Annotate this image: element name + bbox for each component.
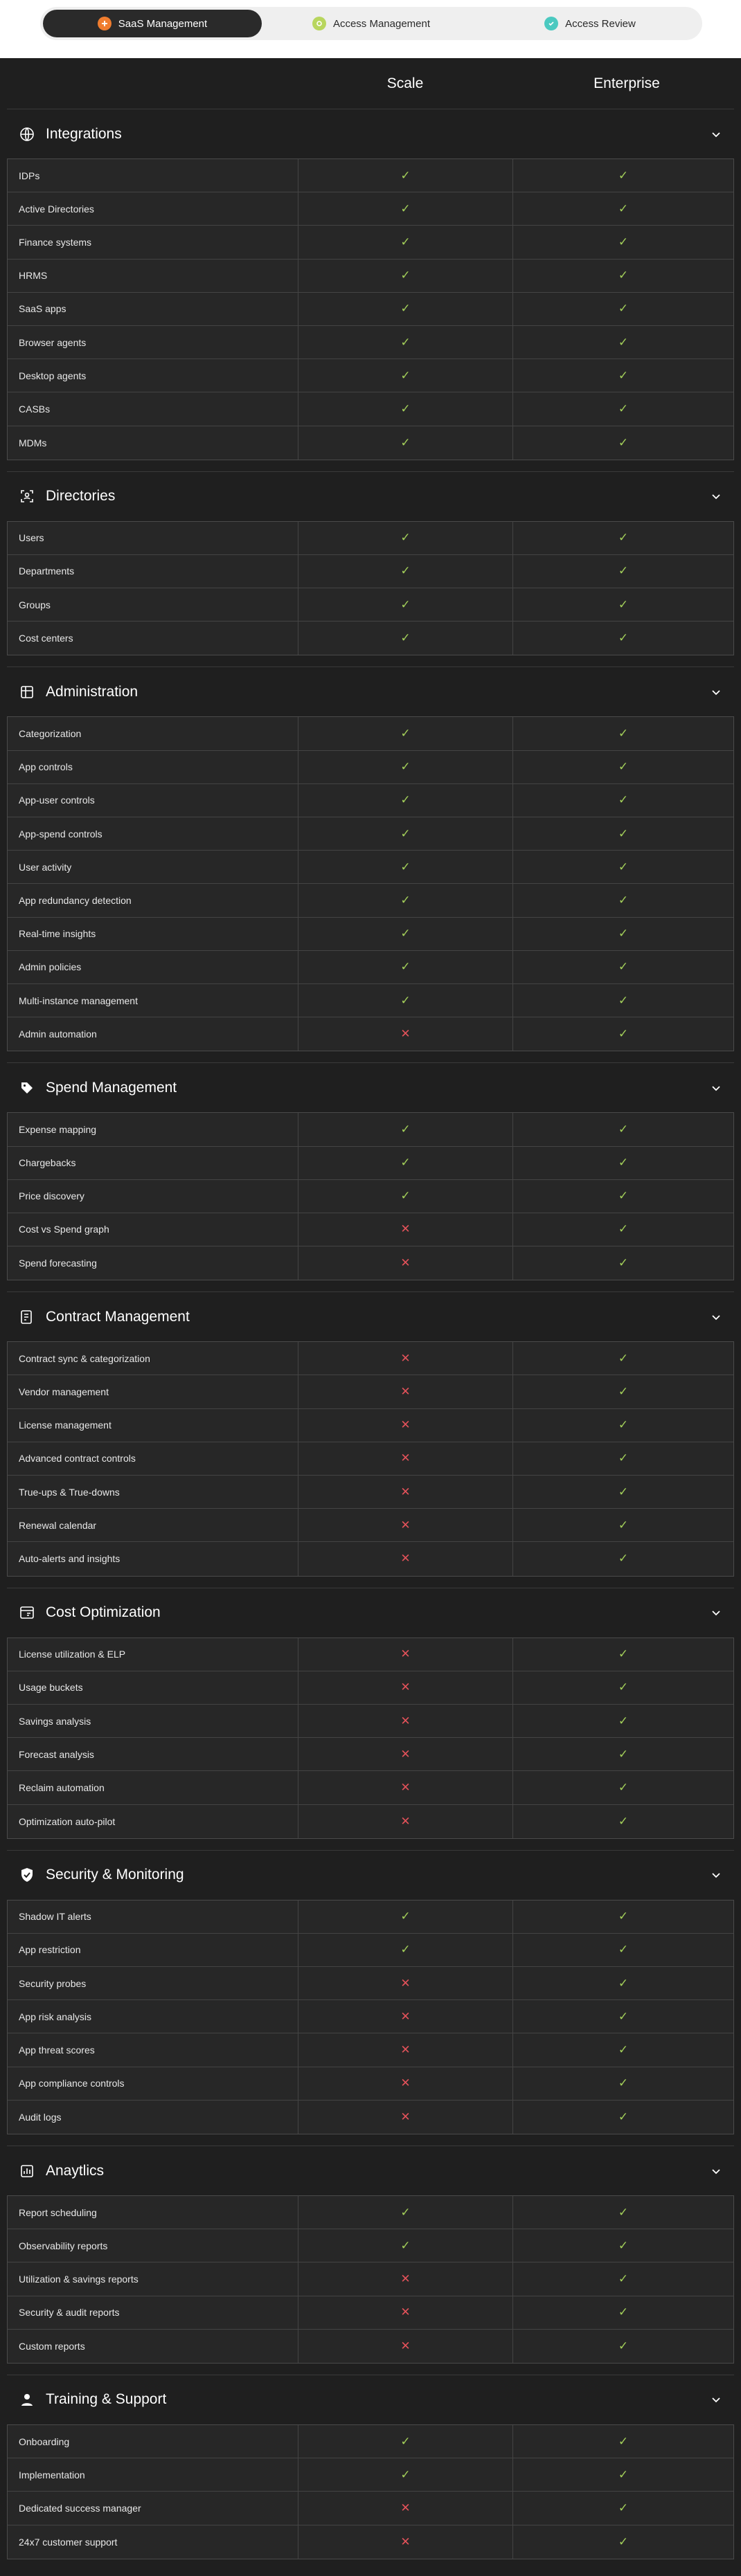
chevron-down-icon[interactable] <box>708 2391 724 2408</box>
table-row <box>8 1638 733 1671</box>
tab-label: Access Review <box>565 17 636 30</box>
check-icon: ✓ <box>298 555 513 588</box>
plan-scale: Scale <box>386 75 424 91</box>
cross-icon: ✕ <box>298 1805 513 1838</box>
check-icon: ✓ <box>298 159 513 192</box>
table-row <box>8 717 733 750</box>
check-icon: ✓ <box>618 2339 629 2352</box>
table-row <box>8 1342 733 1375</box>
table-row <box>8 2196 733 2229</box>
check-icon: ✓ <box>618 269 629 282</box>
plan-enterprise: Enterprise <box>593 75 660 91</box>
section-header[interactable] <box>7 2375 734 2424</box>
chevron-down-icon[interactable] <box>708 2163 724 2179</box>
table-row <box>8 2296 733 2330</box>
check-icon: ✓ <box>618 2205 629 2219</box>
check-icon: ✓ <box>618 1485 629 1498</box>
feature-name: Contract sync & categorization <box>8 1342 298 1375</box>
cross-icon: ✕ <box>298 1738 513 1770</box>
feature-name: Dedicated success manager <box>8 2492 298 2524</box>
check-icon: ✓ <box>618 2467 629 2481</box>
check-icon: ✓ <box>618 631 629 645</box>
chevron-down-icon[interactable] <box>708 126 724 143</box>
feature-name: Savings analysis <box>8 1705 298 1737</box>
feature-name: App threat scores <box>8 2033 298 2066</box>
cross-icon: ✕ <box>298 1246 513 1280</box>
table-row <box>8 1671 733 1705</box>
table-row <box>8 2000 733 2033</box>
table-row <box>8 1901 733 1934</box>
section-directories <box>7 471 734 656</box>
feature-name: Report scheduling <box>8 2196 298 2229</box>
feature-name: Optimization auto-pilot <box>8 1805 298 1838</box>
section-header[interactable] <box>7 2146 734 2195</box>
check-icon: ✓ <box>618 860 629 873</box>
table-row <box>8 851 733 884</box>
feature-name: Groups <box>8 588 298 621</box>
shield-icon <box>18 1866 36 1884</box>
cross-icon: ✕ <box>298 1476 513 1508</box>
cross-icon: ✕ <box>298 1213 513 1246</box>
table-row <box>8 192 733 226</box>
table-row <box>8 1967 733 2000</box>
table-row <box>8 588 733 622</box>
chevron-down-icon[interactable] <box>708 1080 724 1096</box>
check-icon: ✓ <box>298 2229 513 2262</box>
feature-table <box>7 1341 734 1576</box>
cross-icon: ✕ <box>298 1509 513 1541</box>
globe-icon <box>18 125 36 143</box>
check-icon: ✓ <box>298 522 513 554</box>
section-header[interactable] <box>7 471 734 521</box>
table-row <box>8 1476 733 1509</box>
table-row <box>8 159 733 192</box>
check-icon: ✓ <box>298 717 513 750</box>
table-row <box>8 951 733 984</box>
section-security-monitoring <box>7 1850 734 2134</box>
feature-name: Expense mapping <box>8 1113 298 1145</box>
section-title: Security & Monitoring <box>46 1867 184 1883</box>
table-row <box>8 784 733 817</box>
table-row <box>8 884 733 917</box>
check-icon: ✓ <box>618 1714 629 1727</box>
check-icon: ✓ <box>618 302 629 316</box>
plan-header <box>0 58 741 109</box>
table-row <box>8 1542 733 1575</box>
feature-name: Active Directories <box>8 192 298 225</box>
table-row <box>8 918 733 951</box>
table-row <box>8 1213 733 1246</box>
access-icon <box>312 17 326 30</box>
check-icon: ✓ <box>618 2534 629 2548</box>
feature-name: App controls <box>8 751 298 783</box>
feature-table <box>7 1112 734 1280</box>
section-header[interactable] <box>7 1062 734 1112</box>
check-icon: ✓ <box>618 2238 629 2252</box>
cross-icon: ✕ <box>298 1442 513 1475</box>
table-row <box>8 2525 733 2559</box>
section-header[interactable] <box>7 1291 734 1341</box>
feature-table <box>7 1900 734 2134</box>
check-icon: ✓ <box>618 1518 629 1532</box>
table-row <box>8 1180 733 1213</box>
check-icon: ✓ <box>618 1385 629 1399</box>
feature-name: Onboarding <box>8 2425 298 2458</box>
check-icon: ✓ <box>618 401 629 415</box>
check-icon: ✓ <box>298 2425 513 2458</box>
table-row <box>8 1147 733 1180</box>
cross-icon: ✕ <box>298 1671 513 1704</box>
section-spend-management <box>7 1062 734 1280</box>
feature-name: HRMS <box>8 260 298 292</box>
feature-name: Desktop agents <box>8 359 298 392</box>
table-row <box>8 359 733 392</box>
feature-name: Renewal calendar <box>8 1509 298 1541</box>
cross-icon: ✕ <box>298 2067 513 2100</box>
table-row <box>8 622 733 655</box>
table-row <box>8 2425 733 2458</box>
table-row <box>8 1509 733 1542</box>
feature-name: CASBs <box>8 392 298 425</box>
check-icon: ✓ <box>618 2305 629 2319</box>
section-title: Directories <box>46 488 116 505</box>
check-icon: ✓ <box>618 1747 629 1761</box>
check-icon: ✓ <box>298 260 513 292</box>
review-icon <box>544 17 558 30</box>
feature-name: Security & audit reports <box>8 2296 298 2329</box>
check-icon: ✓ <box>618 2501 629 2514</box>
table-row <box>8 392 733 426</box>
table-row <box>8 1771 733 1804</box>
table-row <box>8 1738 733 1771</box>
feature-name: Categorization <box>8 717 298 750</box>
check-icon: ✓ <box>298 426 513 460</box>
check-icon: ✓ <box>618 1189 629 1203</box>
check-icon: ✓ <box>298 817 513 850</box>
check-icon: ✓ <box>618 760 629 774</box>
check-icon: ✓ <box>298 951 513 983</box>
feature-name: Browser agents <box>8 326 298 359</box>
section-header[interactable] <box>7 666 734 716</box>
feature-name: App redundancy detection <box>8 884 298 916</box>
feature-name: Real-time insights <box>8 918 298 950</box>
check-icon: ✓ <box>298 851 513 883</box>
feature-name: Cost centers <box>8 622 298 655</box>
section-header[interactable] <box>7 1850 734 1900</box>
feature-name: 24x7 customer support <box>8 2525 298 2559</box>
chevron-down-icon[interactable] <box>708 1604 724 1621</box>
section-integrations <box>7 109 734 460</box>
check-icon: ✓ <box>618 2043 629 2057</box>
feature-name: IDPs <box>8 159 298 192</box>
feature-name: Users <box>8 522 298 554</box>
tab-label: Access Management <box>332 17 431 30</box>
check-icon: ✓ <box>618 2434 629 2448</box>
table-row <box>8 751 733 784</box>
table-row <box>8 426 733 460</box>
check-icon: ✓ <box>298 2196 513 2229</box>
chevron-down-icon[interactable] <box>708 684 724 700</box>
feature-name: App-spend controls <box>8 817 298 850</box>
contract-icon <box>18 1308 36 1326</box>
feature-name: Custom reports <box>8 2330 298 2363</box>
table-row <box>8 1442 733 1476</box>
tab-saas-management[interactable] <box>43 10 262 37</box>
feature-name: Admin policies <box>8 951 298 983</box>
cross-icon: ✕ <box>298 2525 513 2559</box>
check-icon: ✓ <box>298 751 513 783</box>
check-icon: ✓ <box>618 335 629 349</box>
check-icon: ✓ <box>298 884 513 916</box>
check-icon: ✓ <box>298 1180 513 1213</box>
check-icon: ✓ <box>298 192 513 225</box>
table-row <box>8 817 733 851</box>
feature-name: Usage buckets <box>8 1671 298 1704</box>
feature-name: MDMs <box>8 426 298 460</box>
feature-name: Shadow IT alerts <box>8 1901 298 1933</box>
check-icon: ✓ <box>618 435 629 449</box>
check-icon: ✓ <box>298 226 513 258</box>
check-icon: ✓ <box>618 1943 629 1957</box>
check-icon: ✓ <box>298 359 513 392</box>
section-title: Integrations <box>46 125 122 142</box>
feature-table <box>7 158 734 460</box>
cross-icon: ✕ <box>298 1409 513 1442</box>
section-title: Cost Optimization <box>46 1604 161 1621</box>
check-icon: ✓ <box>618 168 629 182</box>
section-administration <box>7 666 734 1051</box>
table-row <box>8 522 733 555</box>
table-row <box>8 1409 733 1442</box>
cross-icon: ✕ <box>298 1542 513 1575</box>
section-title: Contract Management <box>46 1308 190 1325</box>
check-icon: ✓ <box>298 392 513 425</box>
check-icon: ✓ <box>298 984 513 1017</box>
cross-icon: ✕ <box>298 1342 513 1375</box>
table-row <box>8 984 733 1017</box>
check-icon: ✓ <box>618 1647 629 1661</box>
cross-icon: ✕ <box>298 1771 513 1804</box>
feature-table <box>7 521 734 656</box>
check-icon: ✓ <box>618 993 629 1007</box>
table-row <box>8 326 733 359</box>
window-icon <box>18 1604 36 1622</box>
feature-name: Forecast analysis <box>8 1738 298 1770</box>
feature-name: SaaS apps <box>8 293 298 325</box>
table-row <box>8 555 733 588</box>
check-icon: ✓ <box>618 1351 629 1365</box>
table-row <box>8 1934 733 1967</box>
feature-name: License utilization & ELP <box>8 1638 298 1671</box>
check-icon: ✓ <box>298 293 513 325</box>
grid-icon <box>18 683 36 701</box>
check-icon: ✓ <box>298 784 513 817</box>
section-cost-optimization <box>7 1588 734 1839</box>
table-row <box>8 2101 733 2134</box>
cross-icon: ✕ <box>298 2000 513 2033</box>
check-icon: ✓ <box>618 1156 629 1170</box>
table-row <box>8 2067 733 2101</box>
check-icon: ✓ <box>618 2009 629 2023</box>
check-icon: ✓ <box>618 727 629 741</box>
feature-table <box>7 1638 734 1839</box>
check-icon: ✓ <box>618 564 629 578</box>
feature-name: App compliance controls <box>8 2067 298 2100</box>
table-row <box>8 1246 733 1280</box>
check-icon: ✓ <box>298 1901 513 1933</box>
table-row <box>8 2330 733 2363</box>
feature-name: Implementation <box>8 2458 298 2491</box>
check-icon: ✓ <box>618 1418 629 1432</box>
check-icon: ✓ <box>618 1552 629 1566</box>
saas-icon <box>98 17 111 30</box>
check-icon: ✓ <box>618 927 629 941</box>
check-icon: ✓ <box>618 1680 629 1694</box>
cross-icon: ✕ <box>298 1705 513 1737</box>
feature-name: Security probes <box>8 1967 298 1999</box>
check-icon: ✓ <box>298 1147 513 1179</box>
check-icon: ✓ <box>618 793 629 807</box>
check-icon: ✓ <box>298 622 513 655</box>
section-training-support <box>7 2375 734 2559</box>
feature-name: Reclaim automation <box>8 1771 298 1804</box>
feature-name: Audit logs <box>8 2101 298 2134</box>
table-row <box>8 1705 733 1738</box>
check-icon: ✓ <box>298 588 513 621</box>
table-row <box>8 2262 733 2296</box>
check-icon: ✓ <box>618 1451 629 1465</box>
tab-access-management[interactable] <box>262 10 481 37</box>
cross-icon: ✕ <box>298 2296 513 2329</box>
feature-table <box>7 2424 734 2559</box>
check-icon: ✓ <box>618 1027 629 1041</box>
comparison-table <box>0 58 741 2576</box>
cross-icon: ✕ <box>298 1375 513 1408</box>
table-row <box>8 1113 733 1146</box>
tab-label: SaaS Management <box>118 17 208 30</box>
feature-name: Admin automation <box>8 1017 298 1051</box>
table-row <box>8 1017 733 1051</box>
check-icon: ✓ <box>298 326 513 359</box>
product-tabs <box>40 7 702 40</box>
check-icon: ✓ <box>618 235 629 248</box>
section-title: Spend Management <box>46 1079 177 1096</box>
check-icon: ✓ <box>618 1910 629 1923</box>
table-row <box>8 2458 733 2492</box>
feature-name: App restriction <box>8 1934 298 1966</box>
check-icon: ✓ <box>618 2271 629 2285</box>
feature-name: App-user controls <box>8 784 298 817</box>
feature-name: Chargebacks <box>8 1147 298 1179</box>
feature-name: Spend forecasting <box>8 1246 298 1280</box>
check-icon: ✓ <box>618 368 629 382</box>
feature-name: Finance systems <box>8 226 298 258</box>
feature-name: Cost vs Spend graph <box>8 1213 298 1246</box>
table-row <box>8 2033 733 2067</box>
section-title: Anaytlics <box>46 2162 105 2179</box>
feature-name: License management <box>8 1409 298 1442</box>
check-icon: ✓ <box>618 2110 629 2123</box>
support-icon <box>18 2391 36 2409</box>
check-icon: ✓ <box>618 1976 629 1990</box>
feature-name: Price discovery <box>8 1180 298 1213</box>
chevron-down-icon[interactable] <box>708 1309 724 1325</box>
check-icon: ✓ <box>618 1222 629 1236</box>
check-icon: ✓ <box>618 201 629 215</box>
check-icon: ✓ <box>298 1113 513 1145</box>
check-icon: ✓ <box>618 960 629 974</box>
check-icon: ✓ <box>618 1256 629 1270</box>
feature-name: App risk analysis <box>8 2000 298 2033</box>
cross-icon: ✕ <box>298 2262 513 2295</box>
tag-icon <box>18 1079 36 1097</box>
check-icon: ✓ <box>618 893 629 907</box>
feature-name: Utilization & savings reports <box>8 2262 298 2295</box>
cross-icon: ✕ <box>298 2330 513 2363</box>
analytics-icon <box>18 2162 36 2180</box>
check-icon: ✓ <box>618 826 629 840</box>
top-bar <box>0 0 741 58</box>
check-icon: ✓ <box>618 1780 629 1794</box>
sections <box>0 109 741 2559</box>
chevron-down-icon[interactable] <box>708 488 724 505</box>
cross-icon: ✕ <box>298 2033 513 2066</box>
section-title: Training & Support <box>46 2391 167 2408</box>
check-icon: ✓ <box>618 531 629 545</box>
table-row <box>8 293 733 326</box>
table-row <box>8 2492 733 2525</box>
chevron-down-icon[interactable] <box>708 1867 724 1883</box>
feature-name: True-ups & True-downs <box>8 1476 298 1508</box>
feature-name: Advanced contract controls <box>8 1442 298 1475</box>
check-icon: ✓ <box>618 1814 629 1828</box>
cross-icon: ✕ <box>298 1017 513 1051</box>
check-icon: ✓ <box>618 2076 629 2090</box>
cross-icon: ✕ <box>298 1967 513 1999</box>
feature-name: User activity <box>8 851 298 883</box>
table-row <box>8 1805 733 1838</box>
check-icon: ✓ <box>618 597 629 611</box>
section-title: Administration <box>46 683 139 700</box>
check-icon: ✓ <box>618 1122 629 1136</box>
tab-access-review[interactable] <box>481 10 699 37</box>
feature-name: Auto-alerts and insights <box>8 1542 298 1575</box>
section-anaytlics <box>7 2146 734 2364</box>
check-icon: ✓ <box>298 918 513 950</box>
feature-name: Departments <box>8 555 298 588</box>
check-icon: ✓ <box>298 1934 513 1966</box>
table-row <box>8 1375 733 1408</box>
table-row <box>8 260 733 293</box>
section-header[interactable] <box>7 109 734 158</box>
directory-icon <box>18 487 36 505</box>
feature-table <box>7 716 734 1051</box>
section-header[interactable] <box>7 1588 734 1638</box>
section-contract-management <box>7 1291 734 1576</box>
cross-icon: ✕ <box>298 1638 513 1671</box>
cross-icon: ✕ <box>298 2101 513 2134</box>
feature-table <box>7 2195 734 2364</box>
check-icon: ✓ <box>298 2458 513 2491</box>
cross-icon: ✕ <box>298 2492 513 2524</box>
table-row <box>8 2229 733 2262</box>
table-row <box>8 226 733 259</box>
feature-name: Multi-instance management <box>8 984 298 1017</box>
feature-name: Observability reports <box>8 2229 298 2262</box>
feature-name: Vendor management <box>8 1375 298 1408</box>
